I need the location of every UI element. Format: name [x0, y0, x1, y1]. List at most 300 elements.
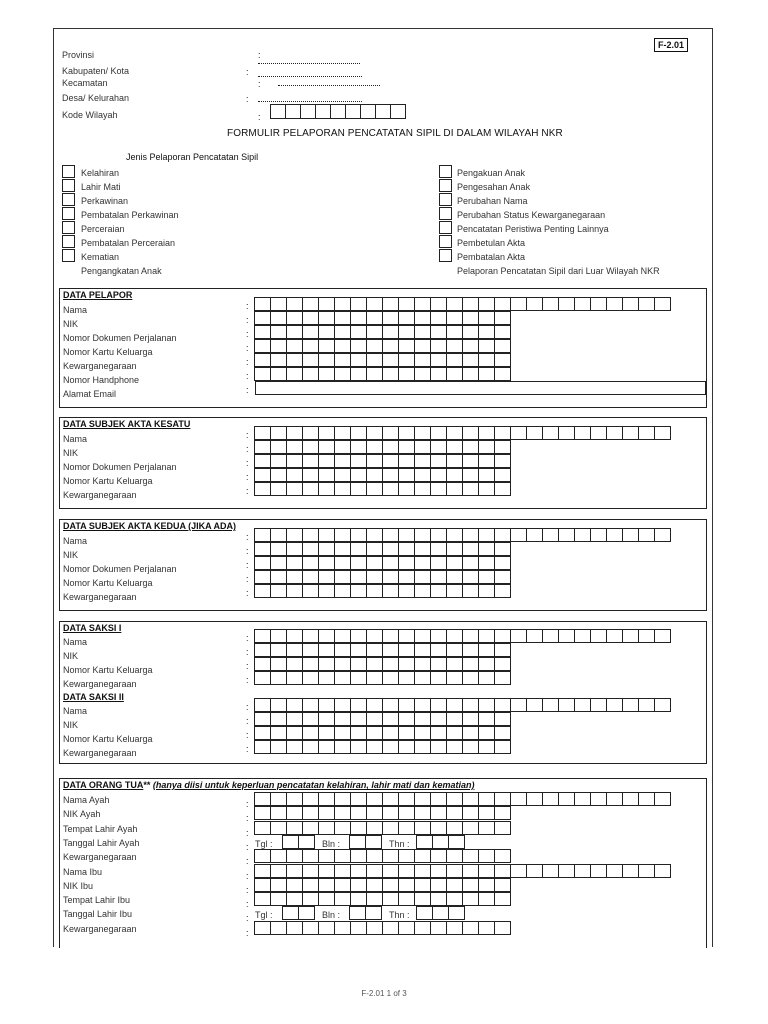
char-box[interactable] — [478, 671, 495, 685]
char-box[interactable] — [286, 570, 303, 584]
char-box[interactable] — [430, 339, 447, 353]
char-box[interactable] — [478, 353, 495, 367]
char-box[interactable] — [462, 440, 479, 454]
char-box[interactable] — [430, 849, 447, 863]
char-box[interactable] — [302, 740, 319, 754]
char-box[interactable] — [638, 629, 655, 643]
char-box[interactable] — [382, 712, 399, 726]
char-box[interactable] — [542, 528, 559, 542]
char-box[interactable] — [478, 806, 495, 820]
char-box[interactable] — [478, 528, 495, 542]
char-box[interactable] — [254, 712, 271, 726]
char-box[interactable] — [286, 629, 303, 643]
char-box[interactable] — [494, 849, 511, 863]
char-box[interactable] — [462, 353, 479, 367]
char-box[interactable] — [286, 542, 303, 556]
char-box[interactable] — [398, 556, 415, 570]
char-box[interactable] — [382, 339, 399, 353]
char-box[interactable] — [382, 792, 399, 806]
char-box[interactable] — [446, 821, 463, 835]
char-box[interactable] — [494, 698, 511, 712]
char-box[interactable] — [510, 528, 527, 542]
char-box[interactable] — [302, 482, 319, 496]
char-box[interactable] — [382, 556, 399, 570]
char-box[interactable] — [494, 440, 511, 454]
char-box[interactable] — [350, 440, 367, 454]
char-box[interactable] — [270, 698, 287, 712]
char-box[interactable] — [382, 570, 399, 584]
char-boxes[interactable] — [255, 821, 511, 835]
char-box[interactable] — [462, 482, 479, 496]
checkbox[interactable] — [439, 249, 452, 262]
char-box[interactable] — [432, 906, 449, 920]
char-box[interactable] — [270, 353, 287, 367]
char-box[interactable] — [318, 921, 335, 935]
char-box[interactable] — [286, 440, 303, 454]
char-box[interactable] — [414, 297, 431, 311]
char-box[interactable] — [334, 297, 351, 311]
char-box[interactable] — [286, 367, 303, 381]
char-box[interactable] — [382, 468, 399, 482]
char-box[interactable] — [478, 698, 495, 712]
char-box[interactable] — [606, 864, 623, 878]
char-box[interactable] — [318, 454, 335, 468]
char-box[interactable] — [318, 740, 335, 754]
char-box[interactable] — [382, 311, 399, 325]
char-box[interactable] — [270, 104, 286, 119]
char-box[interactable] — [478, 297, 495, 311]
char-box[interactable] — [446, 311, 463, 325]
char-box[interactable] — [350, 556, 367, 570]
char-box[interactable] — [414, 821, 431, 835]
char-box[interactable] — [494, 468, 511, 482]
char-box[interactable] — [382, 806, 399, 820]
char-box[interactable] — [270, 440, 287, 454]
char-box[interactable] — [446, 426, 463, 440]
char-box[interactable] — [382, 921, 399, 935]
char-box[interactable] — [446, 740, 463, 754]
char-box[interactable] — [462, 849, 479, 863]
char-box[interactable] — [462, 426, 479, 440]
char-box[interactable] — [382, 726, 399, 740]
char-box[interactable] — [446, 643, 463, 657]
char-box[interactable] — [254, 339, 271, 353]
char-box[interactable] — [366, 892, 383, 906]
char-box[interactable] — [446, 542, 463, 556]
char-box[interactable] — [254, 821, 271, 835]
char-box[interactable] — [558, 698, 575, 712]
char-box[interactable] — [494, 657, 511, 671]
char-box[interactable] — [315, 104, 331, 119]
char-box[interactable] — [302, 921, 319, 935]
char-box[interactable] — [606, 698, 623, 712]
char-box[interactable] — [462, 726, 479, 740]
char-box[interactable] — [286, 426, 303, 440]
char-box[interactable] — [334, 806, 351, 820]
char-box[interactable] — [318, 482, 335, 496]
char-box[interactable] — [382, 353, 399, 367]
char-box[interactable] — [430, 892, 447, 906]
char-box[interactable] — [590, 528, 607, 542]
char-box[interactable] — [270, 892, 287, 906]
char-box[interactable] — [478, 921, 495, 935]
char-box[interactable] — [398, 584, 415, 598]
char-box[interactable] — [510, 698, 527, 712]
char-box[interactable] — [398, 740, 415, 754]
char-box[interactable] — [414, 584, 431, 598]
char-box[interactable] — [366, 440, 383, 454]
char-box[interactable] — [366, 339, 383, 353]
char-box[interactable] — [478, 657, 495, 671]
char-box[interactable] — [366, 921, 383, 935]
char-box[interactable] — [622, 864, 639, 878]
char-box[interactable] — [350, 468, 367, 482]
char-box[interactable] — [360, 104, 376, 119]
char-box[interactable] — [430, 440, 447, 454]
char-box[interactable] — [478, 311, 495, 325]
char-box[interactable] — [382, 367, 399, 381]
char-box[interactable] — [254, 698, 271, 712]
char-box[interactable] — [446, 454, 463, 468]
char-box[interactable] — [416, 906, 433, 920]
char-box[interactable] — [542, 792, 559, 806]
char-box[interactable] — [254, 367, 271, 381]
char-box[interactable] — [510, 297, 527, 311]
char-box[interactable] — [382, 629, 399, 643]
char-box[interactable] — [382, 864, 399, 878]
char-box[interactable] — [334, 921, 351, 935]
char-box[interactable] — [494, 584, 511, 598]
char-box[interactable] — [254, 864, 271, 878]
char-box[interactable] — [350, 657, 367, 671]
char-box[interactable] — [494, 325, 511, 339]
char-box[interactable] — [446, 657, 463, 671]
char-box[interactable] — [270, 864, 287, 878]
char-box[interactable] — [302, 643, 319, 657]
char-box[interactable] — [398, 821, 415, 835]
char-box[interactable] — [494, 339, 511, 353]
char-boxes[interactable] — [255, 740, 511, 754]
char-box[interactable] — [330, 104, 346, 119]
char-box[interactable] — [526, 426, 543, 440]
char-box[interactable] — [254, 584, 271, 598]
char-box[interactable] — [414, 542, 431, 556]
char-box[interactable] — [350, 726, 367, 740]
char-box[interactable] — [462, 528, 479, 542]
kabupaten-input[interactable] — [258, 76, 362, 77]
char-box[interactable] — [446, 806, 463, 820]
char-box[interactable] — [350, 353, 367, 367]
char-box[interactable] — [286, 657, 303, 671]
char-box[interactable] — [286, 311, 303, 325]
char-box[interactable] — [254, 726, 271, 740]
char-box[interactable] — [286, 671, 303, 685]
char-boxes[interactable] — [255, 482, 511, 496]
char-box[interactable] — [494, 878, 511, 892]
char-box[interactable] — [606, 426, 623, 440]
char-box[interactable] — [270, 806, 287, 820]
char-box[interactable] — [462, 542, 479, 556]
char-box[interactable] — [446, 367, 463, 381]
char-box[interactable] — [366, 806, 383, 820]
char-box[interactable] — [494, 556, 511, 570]
char-box[interactable] — [318, 556, 335, 570]
char-box[interactable] — [494, 367, 511, 381]
char-boxes[interactable] — [255, 921, 511, 935]
char-box[interactable] — [446, 339, 463, 353]
char-box[interactable] — [430, 643, 447, 657]
char-box[interactable] — [462, 821, 479, 835]
char-box[interactable] — [398, 367, 415, 381]
char-box[interactable] — [462, 629, 479, 643]
char-box[interactable] — [398, 878, 415, 892]
char-box[interactable] — [526, 297, 543, 311]
char-box[interactable] — [590, 698, 607, 712]
char-box[interactable] — [382, 542, 399, 556]
char-box[interactable] — [318, 821, 335, 835]
char-box[interactable] — [462, 657, 479, 671]
char-box[interactable] — [334, 740, 351, 754]
char-box[interactable] — [302, 367, 319, 381]
char-box[interactable] — [334, 726, 351, 740]
char-box[interactable] — [318, 440, 335, 454]
char-box[interactable] — [414, 482, 431, 496]
char-box[interactable] — [254, 468, 271, 482]
char-box[interactable] — [654, 792, 671, 806]
char-box[interactable] — [478, 849, 495, 863]
char-box[interactable] — [382, 482, 399, 496]
checkbox[interactable] — [62, 165, 75, 178]
char-box[interactable] — [366, 864, 383, 878]
char-box[interactable] — [302, 821, 319, 835]
char-box[interactable] — [494, 806, 511, 820]
char-box[interactable] — [398, 311, 415, 325]
char-box[interactable] — [282, 835, 299, 849]
char-box[interactable] — [270, 426, 287, 440]
char-box[interactable] — [478, 892, 495, 906]
char-box[interactable] — [318, 629, 335, 643]
char-box[interactable] — [366, 311, 383, 325]
char-box[interactable] — [334, 878, 351, 892]
char-box[interactable] — [494, 792, 511, 806]
char-boxes[interactable] — [255, 556, 511, 570]
char-box[interactable] — [350, 792, 367, 806]
char-box[interactable] — [286, 878, 303, 892]
char-box[interactable] — [318, 468, 335, 482]
char-box[interactable] — [430, 367, 447, 381]
char-box[interactable] — [494, 426, 511, 440]
char-box[interactable] — [254, 878, 271, 892]
char-box[interactable] — [478, 468, 495, 482]
char-box[interactable] — [478, 878, 495, 892]
char-box[interactable] — [366, 643, 383, 657]
char-box[interactable] — [270, 849, 287, 863]
char-box[interactable] — [526, 864, 543, 878]
char-box[interactable] — [365, 835, 382, 849]
char-box[interactable] — [446, 353, 463, 367]
kecamatan-input[interactable] — [278, 85, 380, 86]
char-box[interactable] — [366, 878, 383, 892]
char-box[interactable] — [430, 482, 447, 496]
char-box[interactable] — [366, 698, 383, 712]
char-boxes[interactable] — [255, 892, 511, 906]
char-box[interactable] — [350, 643, 367, 657]
char-box[interactable] — [606, 629, 623, 643]
char-box[interactable] — [302, 892, 319, 906]
char-box[interactable] — [414, 353, 431, 367]
char-box[interactable] — [382, 878, 399, 892]
char-box[interactable] — [334, 657, 351, 671]
char-box[interactable] — [574, 792, 591, 806]
char-box[interactable] — [350, 426, 367, 440]
char-box[interactable] — [430, 528, 447, 542]
char-box[interactable] — [334, 454, 351, 468]
char-box[interactable] — [622, 528, 639, 542]
char-box[interactable] — [334, 821, 351, 835]
char-box[interactable] — [590, 426, 607, 440]
char-box[interactable] — [254, 542, 271, 556]
char-box[interactable] — [590, 629, 607, 643]
char-box[interactable] — [494, 629, 511, 643]
char-box[interactable] — [430, 468, 447, 482]
char-box[interactable] — [334, 584, 351, 598]
char-box[interactable] — [414, 528, 431, 542]
char-box[interactable] — [254, 311, 271, 325]
char-box[interactable] — [478, 643, 495, 657]
char-box[interactable] — [446, 440, 463, 454]
char-box[interactable] — [334, 528, 351, 542]
char-box[interactable] — [366, 712, 383, 726]
char-box[interactable] — [414, 643, 431, 657]
char-box[interactable] — [494, 482, 511, 496]
char-box[interactable] — [286, 468, 303, 482]
char-box[interactable] — [414, 426, 431, 440]
char-box[interactable] — [590, 864, 607, 878]
char-box[interactable] — [462, 570, 479, 584]
char-box[interactable] — [318, 426, 335, 440]
char-box[interactable] — [510, 792, 527, 806]
char-box[interactable] — [462, 892, 479, 906]
char-box[interactable] — [318, 367, 335, 381]
char-box[interactable] — [302, 657, 319, 671]
char-box[interactable] — [349, 906, 366, 920]
char-box[interactable] — [254, 671, 271, 685]
checkbox[interactable] — [62, 249, 75, 262]
char-box[interactable] — [558, 297, 575, 311]
char-box[interactable] — [398, 921, 415, 935]
char-box[interactable] — [414, 440, 431, 454]
char-box[interactable] — [318, 297, 335, 311]
char-box[interactable] — [270, 726, 287, 740]
char-box[interactable] — [494, 671, 511, 685]
char-box[interactable] — [542, 864, 559, 878]
char-box[interactable] — [286, 821, 303, 835]
char-box[interactable] — [318, 849, 335, 863]
char-box[interactable] — [382, 584, 399, 598]
name-boxes[interactable] — [255, 629, 671, 643]
char-box[interactable] — [318, 339, 335, 353]
char-box[interactable] — [398, 542, 415, 556]
char-box[interactable] — [302, 849, 319, 863]
char-box[interactable] — [446, 712, 463, 726]
char-box[interactable] — [302, 878, 319, 892]
char-box[interactable] — [446, 698, 463, 712]
char-box[interactable] — [254, 454, 271, 468]
char-box[interactable] — [270, 792, 287, 806]
char-box[interactable] — [398, 454, 415, 468]
char-box[interactable] — [254, 325, 271, 339]
char-box[interactable] — [350, 629, 367, 643]
char-box[interactable] — [446, 849, 463, 863]
char-box[interactable] — [526, 629, 543, 643]
char-box[interactable] — [382, 528, 399, 542]
char-box[interactable] — [270, 740, 287, 754]
char-box[interactable] — [334, 849, 351, 863]
checkbox[interactable] — [439, 165, 452, 178]
char-box[interactable] — [350, 297, 367, 311]
char-box[interactable] — [398, 792, 415, 806]
char-box[interactable] — [414, 325, 431, 339]
char-box[interactable] — [398, 698, 415, 712]
char-box[interactable] — [382, 454, 399, 468]
char-box[interactable] — [318, 792, 335, 806]
char-box[interactable] — [446, 792, 463, 806]
char-box[interactable] — [430, 426, 447, 440]
char-box[interactable] — [446, 671, 463, 685]
char-box[interactable] — [302, 864, 319, 878]
char-box[interactable] — [318, 878, 335, 892]
char-box[interactable] — [430, 698, 447, 712]
char-box[interactable] — [302, 440, 319, 454]
char-box[interactable] — [318, 671, 335, 685]
name-boxes[interactable] — [255, 792, 671, 806]
char-box[interactable] — [334, 339, 351, 353]
char-box[interactable] — [382, 440, 399, 454]
char-box[interactable] — [382, 740, 399, 754]
char-box[interactable] — [286, 806, 303, 820]
char-box[interactable] — [462, 454, 479, 468]
char-box[interactable] — [350, 921, 367, 935]
char-box[interactable] — [298, 835, 315, 849]
char-box[interactable] — [302, 792, 319, 806]
char-box[interactable] — [446, 297, 463, 311]
char-box[interactable] — [558, 426, 575, 440]
char-box[interactable] — [574, 528, 591, 542]
char-box[interactable] — [298, 906, 315, 920]
char-box[interactable] — [574, 698, 591, 712]
char-box[interactable] — [446, 570, 463, 584]
char-box[interactable] — [366, 528, 383, 542]
char-box[interactable] — [318, 806, 335, 820]
char-box[interactable] — [286, 482, 303, 496]
char-box[interactable] — [654, 698, 671, 712]
char-boxes[interactable] — [255, 657, 511, 671]
char-box[interactable] — [494, 892, 511, 906]
char-box[interactable] — [318, 726, 335, 740]
char-box[interactable] — [286, 698, 303, 712]
char-box[interactable] — [432, 835, 449, 849]
char-box[interactable] — [478, 454, 495, 468]
char-box[interactable] — [478, 712, 495, 726]
char-boxes[interactable] — [255, 353, 511, 367]
char-box[interactable] — [622, 792, 639, 806]
char-box[interactable] — [366, 570, 383, 584]
char-box[interactable] — [318, 311, 335, 325]
char-box[interactable] — [398, 297, 415, 311]
char-box[interactable] — [398, 468, 415, 482]
char-box[interactable] — [286, 726, 303, 740]
char-boxes[interactable] — [255, 643, 511, 657]
